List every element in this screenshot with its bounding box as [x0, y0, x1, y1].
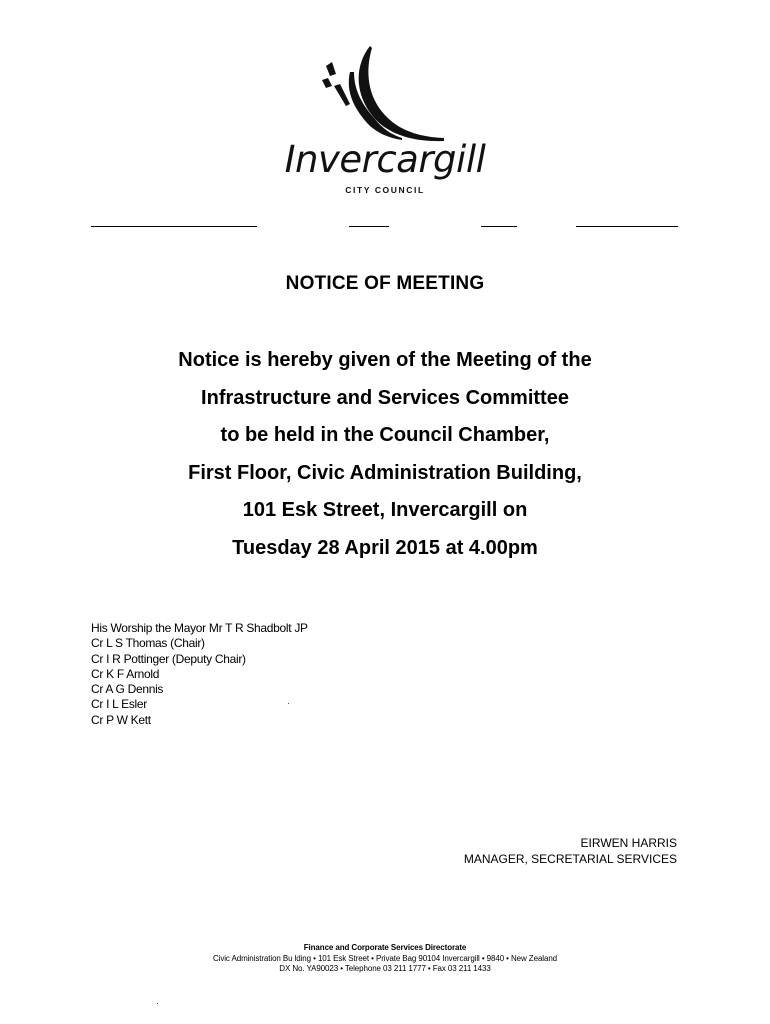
notice-line: to be held in the Council Chamber, [220, 424, 550, 446]
notice-line: Infrastructure and Services Committee [201, 386, 569, 409]
notice-line: First Floor, Civic Administration Building, [188, 461, 582, 484]
divider-segment [481, 226, 517, 227]
member-item: Cr K F Arnold [91, 666, 160, 681]
footer-contact: DX No. YA90023 • Telephone 03 211 1777 • Fax 03 211 1433 [279, 964, 491, 973]
council-wordmark: Invercargill [284, 138, 486, 181]
signature-block [464, 836, 677, 867]
member-item: Cr I L Esler [91, 697, 147, 712]
notice-body [60, 342, 710, 567]
divider-segment [576, 226, 678, 227]
member-item: Cr I R Pottinger (Deputy Chair) [91, 651, 246, 666]
notice-line: Notice is hereby given of the Meeting of the [178, 349, 592, 371]
member-item: Cr L S Thomas (Chair) [91, 636, 205, 651]
council-subtitle: CITY COUNCIL [345, 185, 425, 195]
divider-segment [91, 226, 257, 227]
notice-line: 101 Esk Street, Invercargill on [242, 499, 528, 521]
signatory-role: MANAGER, SECRETARIAL SERVICES [463, 851, 677, 866]
scan-speck [157, 1003, 158, 1004]
notice-title: NOTICE OF MEETING [285, 273, 485, 294]
members-list [91, 621, 308, 728]
member-item: Cr P W Kett [91, 712, 151, 727]
notice-line: Tuesday 28 April 2015 at 4.00pm [232, 536, 538, 559]
signatory-name: EIRWEN HARRIS [580, 836, 677, 850]
divider-segment [349, 226, 389, 227]
member-item: His Worship the Mayor Mr T R Shadbolt JP [91, 621, 308, 635]
footer-address: Civic Administration Bu lding • 101 Esk Street • Private Bag 90104 Invercargill • 9840 • New Zealand [212, 953, 558, 963]
member-item: Cr A G Dennis [91, 682, 164, 697]
page-footer [0, 943, 770, 975]
scan-speck [288, 703, 289, 704]
footer-directorate: Finance and Corporate Services Directorate [303, 943, 467, 952]
council-logo-icon [320, 44, 450, 148]
